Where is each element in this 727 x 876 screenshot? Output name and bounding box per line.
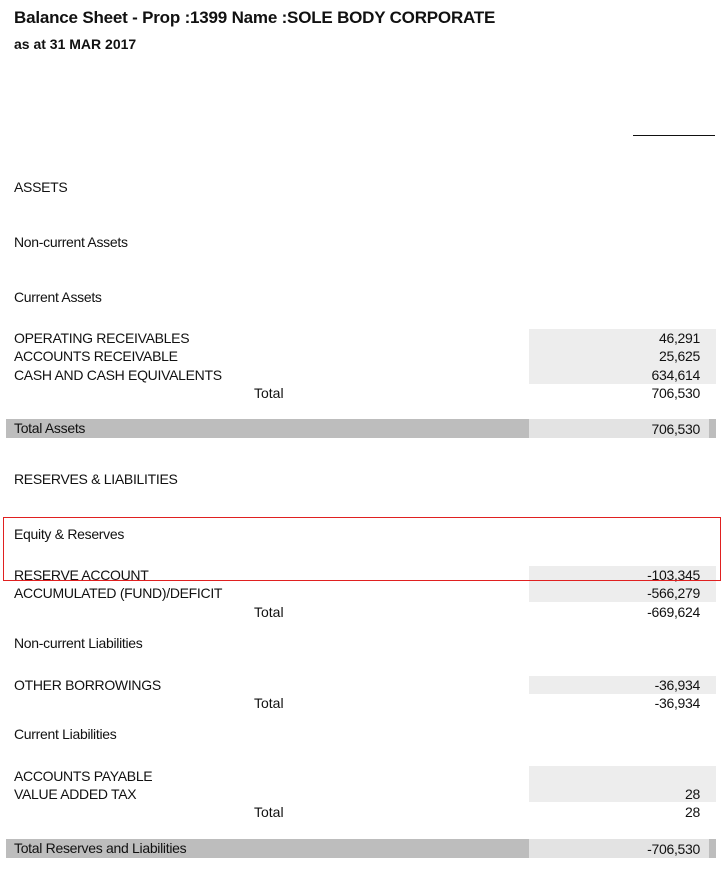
line-item-label: CASH AND CASH EQUIVALENTS — [14, 367, 222, 383]
subtotal-value: -669,624 — [647, 604, 700, 620]
subtotal-label: Total — [254, 804, 284, 820]
current-liabilities-heading: Current Liabilities — [14, 726, 117, 742]
total-assets-value: 706,530 — [651, 421, 700, 437]
non-current-assets-heading: Non-current Assets — [14, 234, 128, 250]
highlight-box — [3, 517, 721, 581]
line-item-label: VALUE ADDED TAX — [14, 786, 137, 802]
subtotal-value: 28 — [685, 804, 700, 820]
subtotal-label: Total — [254, 385, 284, 401]
non-current-liabilities-heading: Non-current Liabilities — [14, 635, 143, 651]
subtotal-label: Total — [254, 695, 284, 711]
line-item-value: -36,934 — [654, 677, 700, 693]
subtotal-value: -36,934 — [654, 695, 700, 711]
equity-reserves-heading: Equity & Reserves — [14, 526, 125, 542]
column-rule — [633, 135, 715, 136]
current-assets-heading: Current Assets — [14, 289, 102, 305]
line-item-label: ACCUMULATED (FUND)/DEFICIT — [14, 585, 223, 601]
assets-heading: ASSETS — [14, 179, 68, 195]
line-item-label: RESERVE ACCOUNT — [14, 567, 149, 583]
line-item-value: 25,625 — [658, 348, 700, 364]
line-item-value: 46,291 — [658, 330, 700, 346]
report-title: Balance Sheet - Prop :1399 Name :SOLE BODY CORPORATE — [14, 8, 496, 27]
subtotal-value: 706,530 — [651, 385, 700, 401]
line-item-label: OPERATING RECEIVABLES — [14, 330, 190, 346]
total-assets-label: Total Assets — [14, 420, 86, 436]
total-liabilities-label: Total Reserves and Liabilities — [14, 840, 187, 856]
reserves-liabilities-heading: RESERVES & LIABILITIES — [14, 471, 178, 487]
line-item-value: 634,614 — [651, 367, 700, 383]
total-liabilities-value: -706,530 — [647, 841, 700, 857]
line-item-value: 28 — [685, 786, 700, 802]
line-item-value: -103,345 — [647, 567, 700, 583]
line-item-label: ACCOUNTS PAYABLE — [14, 768, 153, 784]
line-item-value: -566,279 — [647, 585, 700, 601]
report-date: as at 31 MAR 2017 — [14, 36, 137, 52]
subtotal-label: Total — [254, 604, 284, 620]
line-item-label: ACCOUNTS RECEIVABLE — [14, 348, 178, 364]
line-item-label: OTHER BORROWINGS — [14, 677, 161, 693]
